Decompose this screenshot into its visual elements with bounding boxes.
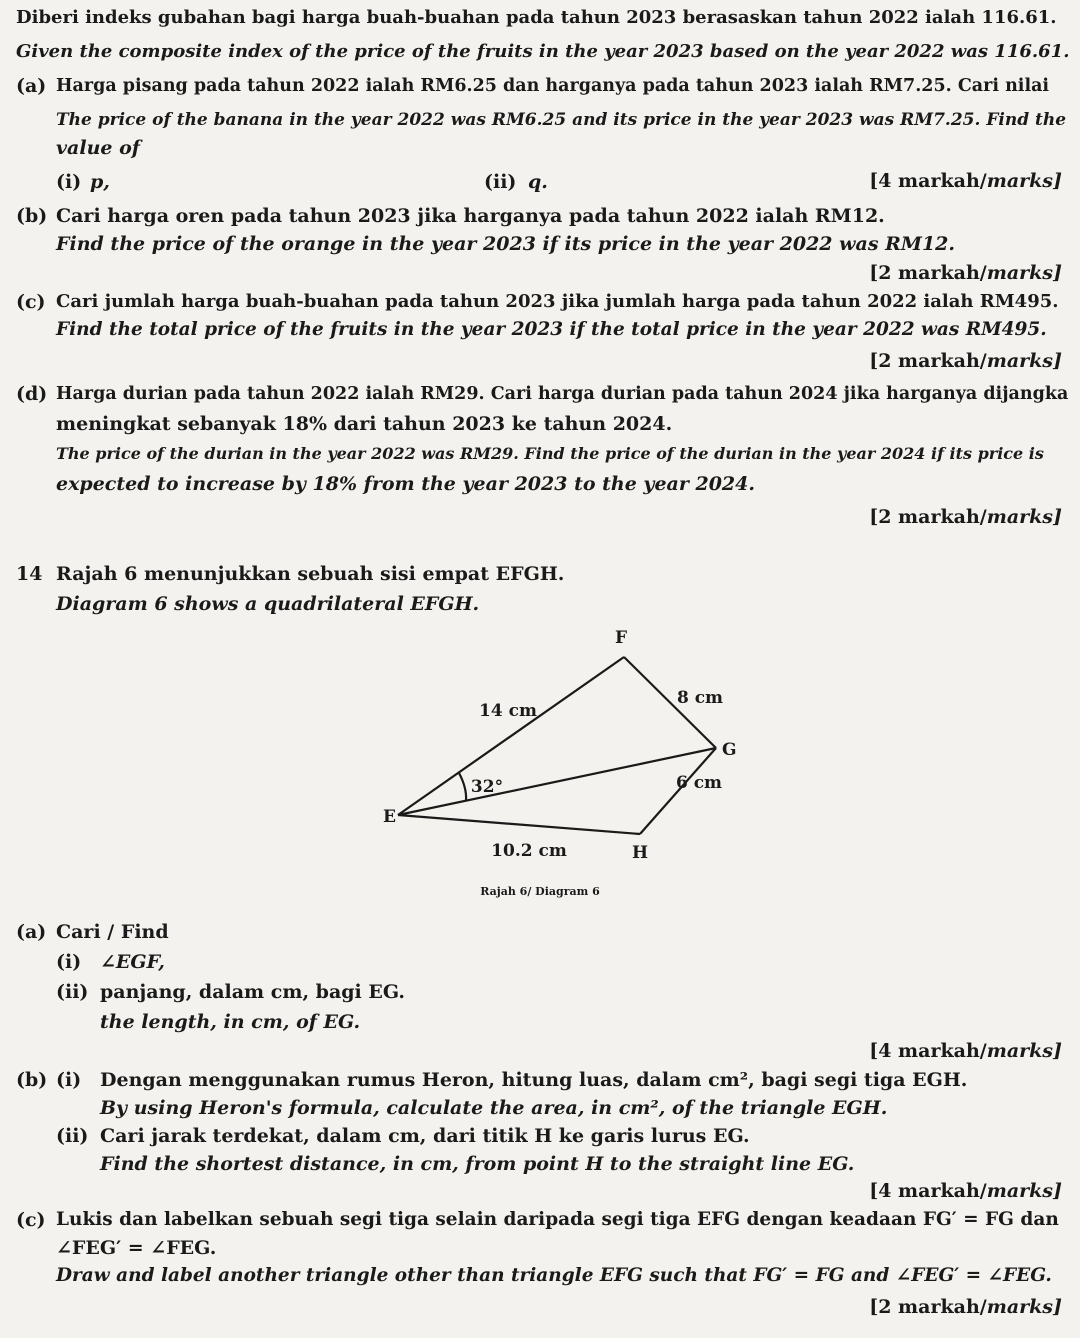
marks-english: marks] bbox=[986, 170, 1062, 192]
q14c-malay-1: Lukis dan labelkan sebuah segi tiga selain daripada segi tiga EFG dengan keadaan FG′ = FG dan bbox=[56, 1209, 1059, 1230]
q13a-ii-label: (ii) bbox=[484, 171, 517, 193]
q13a-ii-text: q. bbox=[528, 171, 548, 193]
length-EH: 10.2 cm bbox=[491, 841, 567, 861]
q14a-ii-malay: panjang, dalam cm, bagi EG. bbox=[100, 981, 406, 1003]
q14c-malay-2: ∠FEG′ = ∠FEG. bbox=[56, 1237, 217, 1259]
vertex-F: F bbox=[614, 628, 628, 648]
marks-english: marks] bbox=[986, 506, 1062, 528]
marks-english: marks] bbox=[986, 1180, 1062, 1202]
marks-malay: [4 markah/ bbox=[869, 1040, 987, 1062]
q14a-marks bbox=[869, 1040, 1062, 1062]
vertex-G: G bbox=[722, 740, 737, 760]
q13b-english: Find the price of the orange in the year 2023 if its price in the year 2022 was RM12. bbox=[56, 233, 956, 255]
marks-english: marks] bbox=[986, 1040, 1062, 1062]
q14c-label: (c) bbox=[16, 1209, 46, 1231]
marks-malay: [2 markah/ bbox=[869, 262, 987, 284]
q14a-i-text: ∠EGF, bbox=[100, 951, 165, 973]
marks-english: marks] bbox=[986, 262, 1062, 284]
marks-malay: [4 markah/ bbox=[869, 1180, 987, 1202]
q13c-label: (c) bbox=[16, 291, 46, 313]
marks-malay: [2 markah/ bbox=[869, 506, 987, 528]
q13d-english-1: The price of the durian in the year 2022 was RM29. Find the price of the durian in the year 2024 if its price is bbox=[56, 444, 1044, 463]
q14b-ii-malay: Cari jarak terdekat, dalam cm, dari titik H ke garis lurus EG. bbox=[100, 1125, 750, 1147]
q13b-malay: Cari harga oren pada tahun 2023 jika harganya pada tahun 2022 ialah RM12. bbox=[56, 205, 885, 227]
q13a-english-2: value of bbox=[56, 137, 140, 159]
q14-english: Diagram 6 shows a quadrilateral EFGH. bbox=[56, 593, 480, 615]
q14b-i-label: (i) bbox=[56, 1069, 82, 1091]
diagram-6-quadrilateral bbox=[0, 600, 1080, 920]
length-FG: 8 cm bbox=[676, 688, 724, 708]
q13c-english: Find the total price of the fruits in the year 2023 if the total price in the year 2022 was RM495. bbox=[56, 319, 1047, 340]
q13b-marks bbox=[869, 262, 1062, 284]
vertex-E: E bbox=[383, 807, 396, 827]
q13a-marks bbox=[869, 170, 1062, 192]
q13a-i-text: p, bbox=[90, 171, 110, 193]
q13d-malay-1: Harga durian pada tahun 2022 ialah RM29. Cari harga durian pada tahun 2024 jika harganya dijangka bbox=[56, 384, 1069, 404]
q14b-ii-label: (ii) bbox=[56, 1125, 89, 1147]
q14-number: 14 bbox=[16, 563, 43, 585]
q14a-i-label: (i) bbox=[56, 951, 82, 973]
intro-malay: Diberi indeks gubahan bagi harga buah-buahan pada tahun 2023 berasaskan tahun 2022 ialah 116.61. bbox=[16, 7, 1057, 28]
q14c-english: Draw and label another triangle other than triangle EFG such that FG′ = FG and ∠FEG′ = ∠FEG. bbox=[56, 1265, 1052, 1286]
q14-malay: Rajah 6 menunjukkan sebuah sisi empat EFGH. bbox=[56, 563, 565, 585]
vertex-H: H bbox=[631, 843, 649, 863]
length-EF: 14 cm bbox=[479, 701, 537, 721]
marks-english: marks] bbox=[986, 350, 1062, 372]
q14b-ii-english: Find the shortest distance, in cm, from point H to the straight line EG. bbox=[100, 1153, 855, 1175]
q13b-label: (b) bbox=[16, 205, 48, 227]
q13d-marks bbox=[869, 506, 1062, 528]
angle-arc-FEG bbox=[459, 773, 466, 801]
q13a-english-1: The price of the banana in the year 2022 was RM6.25 and its price in the year 2023 was RM7.25. Find the bbox=[56, 110, 1067, 130]
diagram-caption: Rajah 6/ Diagram 6 bbox=[480, 885, 600, 898]
q14b-marks bbox=[869, 1180, 1062, 1202]
q13a-malay: Harga pisang pada tahun 2022 ialah RM6.25 dan harganya pada tahun 2023 ialah RM7.25. Cari nilai bbox=[56, 76, 1050, 96]
length-GH: 6 cm bbox=[675, 773, 723, 793]
q13d-english-2: expected to increase by 18% from the year 2023 to the year 2024. bbox=[56, 473, 755, 495]
q14c-marks bbox=[869, 1296, 1062, 1318]
intro-english: Given the composite index of the price of the fruits in the year 2023 based on the year 2022 was 116.61. bbox=[16, 41, 1070, 62]
q14a-label: (a) bbox=[16, 921, 47, 943]
q14a-ii-label: (ii) bbox=[56, 981, 89, 1003]
q14b-i-english: By using Heron's formula, calculate the area, in cm², of the triangle EGH. bbox=[100, 1097, 888, 1119]
q13c-malay: Cari jumlah harga buah-buahan pada tahun 2023 jika jumlah harga pada tahun 2022 ialah RM495. bbox=[56, 291, 1059, 312]
q13a-i-label: (i) bbox=[56, 171, 82, 193]
marks-malay: [2 markah/ bbox=[869, 1296, 987, 1318]
q14b-i-malay: Dengan menggunakan rumus Heron, hitung luas, dalam cm², bagi segi tiga EGH. bbox=[100, 1069, 968, 1091]
q14a-ii-english: the length, in cm, of EG. bbox=[100, 1011, 361, 1033]
q14a-title: Cari / Find bbox=[56, 921, 169, 943]
marks-malay: [2 markah/ bbox=[869, 350, 987, 372]
q13d-label: (d) bbox=[16, 383, 48, 405]
angle-FEG: 32° bbox=[470, 777, 504, 797]
q13c-marks bbox=[869, 350, 1062, 372]
q13a-label: (a) bbox=[16, 75, 47, 97]
q14b-label: (b) bbox=[16, 1069, 48, 1091]
marks-english: marks] bbox=[986, 1296, 1062, 1318]
side-HE bbox=[398, 815, 640, 834]
marks-malay: [4 markah/ bbox=[869, 170, 987, 192]
q13d-malay-2: meningkat sebanyak 18% dari tahun 2023 ke tahun 2024. bbox=[56, 413, 673, 435]
